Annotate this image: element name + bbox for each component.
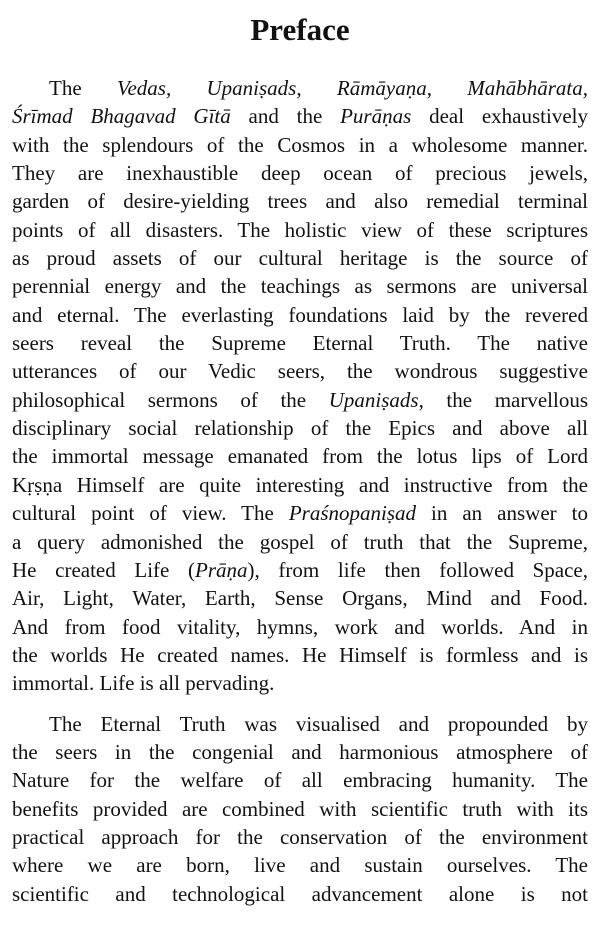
text-run: the worlds He created names. He Himself is formless and is (12, 642, 588, 667)
text-run: and eternal. The everlasting foundations laid by the revered (12, 302, 588, 327)
text-run: where we are born, live and sustain ourselves. The (12, 853, 588, 878)
text-line (12, 442, 588, 470)
text-line (12, 710, 588, 738)
text-run: deal exhaustively (411, 104, 588, 129)
text-line (12, 471, 588, 499)
text-run: philosophical sermons of the (12, 387, 329, 412)
text-run: Kṛṣṇa Himself are quite interesting and instructive from the (12, 472, 588, 497)
text-run: They are inexhaustible deep ocean of precious jewels, (12, 161, 588, 186)
text-run: perennial energy and the teachings as sermons are universal (12, 274, 588, 299)
italic-text: Upaniṣads (328, 387, 419, 412)
text-line (12, 357, 588, 385)
text-line (12, 669, 588, 697)
text-line (12, 766, 588, 794)
text-line (12, 131, 588, 159)
text-run: and the (230, 104, 341, 129)
text-run: in an answer to (416, 501, 588, 526)
text-run: He created Life ( (12, 557, 196, 582)
text-line (12, 329, 588, 357)
text-line (12, 386, 588, 414)
text-line (12, 414, 588, 442)
text-run: benefits provided are combined with scientific truth with its (12, 796, 588, 821)
text-run: with the splendours of the Cosmos in a wholesome manner. (12, 132, 588, 157)
text-run: disciplinary social relationship of the Epics and above all (12, 416, 588, 441)
text-run: Air, Light, Water, Earth, Sense Organs, Mind and Food. (12, 586, 588, 611)
paragraph (12, 710, 588, 908)
text-run: garden of desire-yielding trees and also remedial terminal (12, 189, 588, 214)
text-run: immortal. Life is all pervading. (12, 671, 275, 696)
italic-text: Vedas, Upaniṣads, Rāmāyaṇa, Mahābhārata, (116, 76, 588, 100)
text-run: points of all disasters. The holistic view of these scriptures (12, 217, 588, 242)
text-line (12, 641, 588, 669)
text-run: ), from life then followed Space, (247, 557, 588, 582)
text-run: , the marvellous (418, 387, 589, 412)
italic-text: Purāṇas (340, 104, 412, 129)
page-title: Preface (250, 12, 350, 47)
text-run: as proud assets of our cultural heritage is the source of (12, 246, 588, 271)
text-line (12, 272, 588, 300)
text-line (12, 187, 588, 215)
text-line (12, 301, 588, 329)
text-line (12, 823, 588, 851)
text-line (12, 499, 588, 527)
text-line (12, 851, 588, 879)
text-run: the seers in the congenial and harmonious atmosphere of (12, 739, 588, 764)
text-run: The Eternal Truth was visualised and propounded by (49, 711, 588, 736)
italic-text: Praśnopaniṣad (288, 501, 416, 526)
text-run: The (49, 76, 117, 100)
text-run: And from food vitality, hymns, work and worlds. And in (12, 614, 588, 639)
text-line (12, 216, 588, 244)
text-run: Nature for the welfare of all embracing humanity. The (12, 768, 588, 793)
text-line (12, 159, 588, 187)
paragraph-gap (12, 698, 588, 710)
text-line (12, 556, 588, 584)
text-line (12, 528, 588, 556)
text-run: practical approach for the conservation of the environment (12, 824, 588, 849)
body-text (12, 74, 588, 908)
text-line (12, 244, 588, 272)
text-line (12, 584, 588, 612)
text-line (12, 880, 588, 908)
text-run: scientific and technological advancement alone is not (12, 881, 588, 906)
text-run: the immortal message emanated from the lotus lips of Lord (12, 444, 588, 469)
text-line (12, 102, 588, 130)
italic-text: Prāṇa (195, 557, 248, 582)
text-line (12, 738, 588, 766)
text-run: cultural point of view. The (12, 501, 289, 526)
text-run: seers reveal the Supreme Eternal Truth. The native (12, 331, 588, 356)
italic-text: Śrīmad Bhagavad Gītā (12, 104, 231, 129)
text-run: a query admonished the gospel of truth that the Supreme, (12, 529, 588, 554)
text-run: utterances of our Vedic seers, the wondrous suggestive (12, 359, 588, 384)
paragraph (12, 74, 588, 698)
text-line (12, 613, 588, 641)
text-line (12, 74, 588, 102)
text-line (12, 795, 588, 823)
